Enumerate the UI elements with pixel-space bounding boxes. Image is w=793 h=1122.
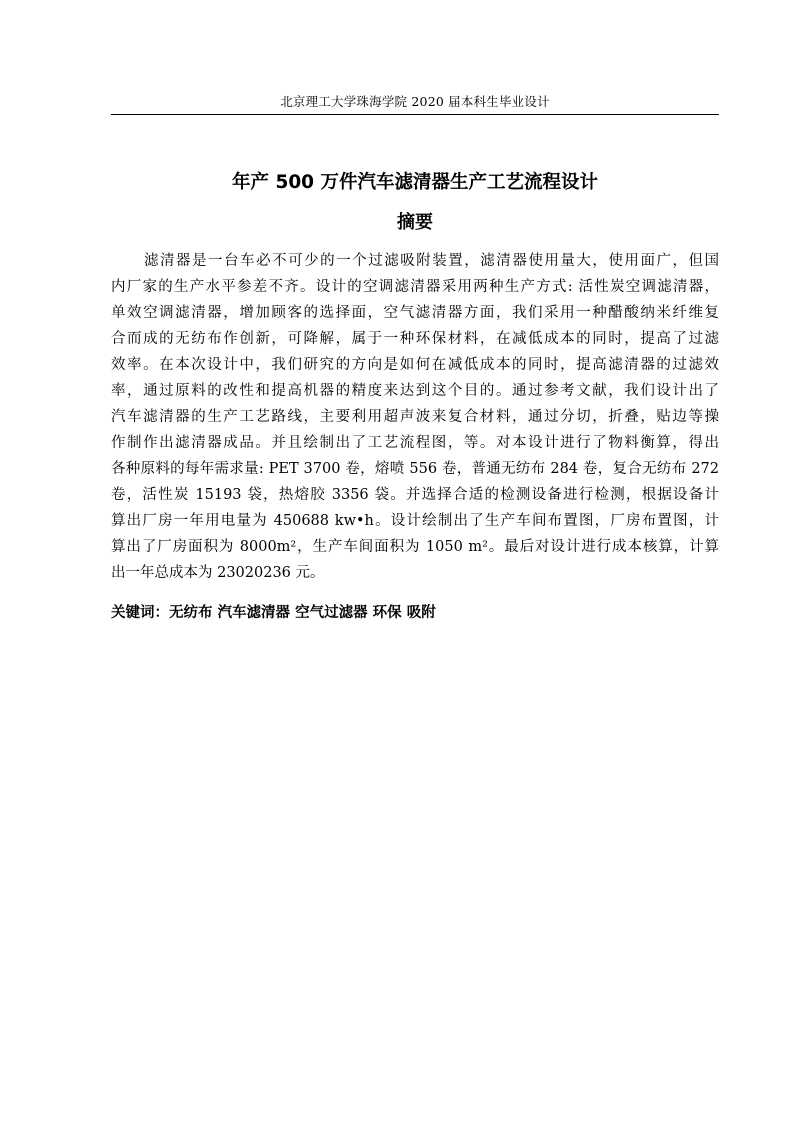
abstract-line: 滤清器是一台车必不可少的一个过滤吸附装置，滤清器使用量大，使用面广，但国 bbox=[144, 253, 719, 269]
abstract-line: 效率。在本次设计中，我们研究的方向是如何在减低成本的同时，提高滤清器的过滤效 bbox=[111, 357, 719, 373]
abstract-line: 汽车滤清器的生产工艺路线，主要利用超声波来复合材料，通过分切，折叠，贴边等操 bbox=[111, 409, 719, 425]
abstract-line: 算出厂房一年用电量为 450688 kw•h。设计绘制出了生产车间布置图，厂房布置图，计 bbox=[111, 513, 719, 529]
page-header: 北京理工大学珠海学院 2020 届本科生毕业设计 bbox=[280, 94, 550, 109]
abstract-line: 各种原料的每年需求量: PET 3700 卷，熔喷 556 卷，普通无纺布 284 卷，复合无纺布 272 bbox=[111, 461, 719, 477]
abstract-line: 率，通过原料的改性和提高机器的精度来达到这个目的。通过参考文献，我们设计出了 bbox=[111, 383, 719, 399]
abstract-line: 单效空调滤清器，增加顾客的选择面，空气滤清器方面，我们采用一种醋酸纳米纤维复 bbox=[111, 305, 719, 321]
keywords-line: 关键词：无纺布 汽车滤清器 空气过滤器 环保 吸附 bbox=[111, 605, 436, 621]
abstract-line: 合而成的无纺布作创新，可降解，属于一种环保材料，在减低成本的同时，提高了过滤 bbox=[111, 331, 719, 347]
header-rule bbox=[111, 114, 719, 115]
document-title: 年产 500 万件汽车滤清器生产工艺流程设计 bbox=[232, 172, 598, 193]
abstract-line: 作制作出滤清器成品。并且绘制出了工艺流程图，等。对本设计进行了物料衡算，得出 bbox=[111, 435, 719, 451]
abstract-line: 算出了厂房面积为 8000m²，生产车间面积为 1050 m²。最后对设计进行成本核算，计算 bbox=[111, 539, 719, 555]
abstract-line: 卷，活性炭 15193 袋，热熔胶 3356 袋。并选择合适的检测设备进行检测，根据设备计 bbox=[111, 487, 719, 503]
abstract-heading: 摘要 bbox=[397, 212, 433, 233]
abstract-line: 内厂家的生产水平参差不齐。设计的空调滤清器采用两种生产方式: 活性炭空调滤清器， bbox=[111, 279, 719, 295]
abstract-body bbox=[111, 248, 719, 586]
abstract-line: 出一年总成本为 23020236 元。 bbox=[111, 565, 325, 581]
